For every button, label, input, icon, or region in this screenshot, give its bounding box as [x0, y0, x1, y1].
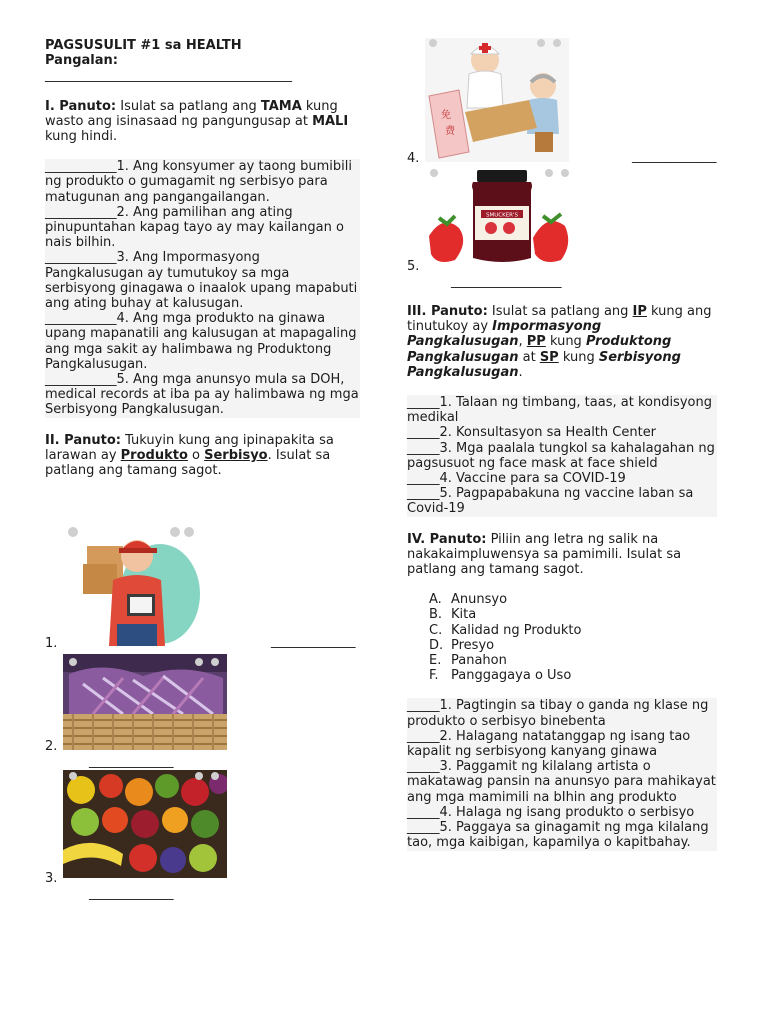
produkto-word: Produkto	[120, 447, 188, 463]
part1-item	[45, 250, 360, 311]
answer-blank[interactable]: ___________	[45, 372, 117, 388]
left-column	[45, 38, 360, 478]
answer-line[interactable]: _____________	[271, 634, 356, 649]
part2-instructions	[45, 433, 360, 479]
part1-item	[45, 372, 360, 418]
image-number: 3.	[45, 871, 58, 886]
period: .	[518, 364, 523, 380]
answer-blank[interactable]: _____	[407, 820, 440, 836]
part3-item	[407, 425, 717, 440]
kung-word: kung	[545, 334, 586, 350]
option-text: Panggagaya o Uso	[451, 668, 572, 684]
item-text: 2. Konsultasyon sa Health Center	[439, 425, 657, 441]
part3-items	[407, 395, 717, 517]
item-text: 2. Ang pamilihan ang ating pinupuntahan kapag tayo ay may kailangan o nais bilhin.	[45, 204, 344, 251]
answer-blank[interactable]: ___________	[45, 159, 117, 175]
answer-line[interactable]: _________________	[451, 274, 562, 289]
answer-blank[interactable]: ___________	[45, 204, 117, 220]
answer-blank[interactable]: _____	[407, 698, 440, 714]
answer-line[interactable]: _____________	[89, 886, 174, 901]
delivery-man-image	[65, 524, 201, 646]
part4-item	[407, 729, 717, 759]
part1-instr-b: kung wasto ang isinasaad ng pangungusap at	[45, 98, 338, 129]
fruits-vegetables-image	[63, 770, 227, 878]
option-text: Anunsyo	[451, 592, 508, 608]
part1-item	[45, 205, 360, 251]
item-text: 5. Ang mga anunsyo mula sa DOH, medical records at iba pa ay halimbawa ng mga Serbisyong Pangkalusugan.	[45, 372, 359, 418]
item-text: 5. Pagpapabakuna ng vaccine laban sa Covid-19	[407, 486, 694, 517]
part2-instr-a: Tukuyin kung ang ipinapakita sa larawan ay	[45, 432, 334, 463]
sp-full: Serbisyong Pangkalusugan	[407, 349, 681, 380]
part1-item	[45, 311, 360, 372]
answer-blank[interactable]: _____	[407, 728, 440, 744]
part1-instructions	[45, 99, 360, 145]
pp-code: PP	[526, 334, 546, 350]
strawberry-jam-image	[425, 166, 575, 270]
answer-blank[interactable]: _____	[407, 440, 440, 456]
tama-word: TAMA	[260, 98, 302, 114]
o-word: o	[187, 447, 205, 463]
item-text: 3. Paggamit ng kilalang artista o makatawag pansin na anunsyo para mahikayat ang mga mamimili na bIhin ang produkto	[407, 759, 716, 805]
jar-brand-label: SMUCKER'S	[485, 212, 519, 219]
part1-instr-c: kung hindi.	[45, 129, 118, 145]
part2-instr-b: . Isulat sa patlang ang tamang sagot.	[45, 447, 331, 479]
image-number: 2.	[45, 739, 58, 754]
option-letter: C.	[429, 622, 443, 638]
option-text: Kalidad ng Produkto	[451, 622, 582, 638]
part4-item	[407, 698, 717, 728]
option-text: Presyo	[451, 637, 495, 653]
ip-code: IP	[632, 304, 647, 319]
comma: ,	[518, 334, 527, 350]
option-letter: B.	[429, 607, 443, 623]
option-letter: D.	[429, 637, 444, 653]
quiz-title: PAGSUSULIT #1 sa HEALTH	[45, 38, 242, 53]
item-text: 3. Mga paalala tungkol sa kahalagahan ng pagsusuot ng face mask at face shield	[407, 440, 715, 471]
part1-label: I. Panuto:	[45, 98, 117, 114]
part4-instructions	[407, 532, 717, 578]
item-text: 1. Talaan ng timbang, taas, at kondisyong medikal	[407, 395, 712, 426]
svg-text:免: 免	[441, 110, 451, 121]
part1-item	[45, 159, 360, 205]
answer-blank[interactable]: _____	[407, 471, 440, 487]
answer-line[interactable]: _____________	[89, 754, 174, 769]
part4-options	[407, 592, 717, 683]
item-text: 4. Halaga ng isang produkto o serbisyo	[439, 804, 695, 820]
serbisyo-word: Serbisyo	[204, 447, 268, 463]
part4-item	[407, 759, 717, 805]
answer-blank[interactable]: _____	[407, 804, 440, 820]
option-item	[429, 668, 717, 683]
image-number: 1.	[45, 636, 58, 651]
answer-line[interactable]: _____________	[632, 149, 717, 164]
option-item	[429, 653, 717, 668]
ip-full: Impormasyong Pangkalusugan	[407, 319, 602, 350]
kung-word: kung	[558, 349, 599, 365]
svg-text:费: 费	[445, 126, 455, 137]
pp-full: Produktong Pangkalusugan	[407, 334, 672, 365]
option-letter: F.	[429, 668, 439, 684]
option-text: Kita	[451, 607, 477, 623]
option-letter: A.	[429, 592, 442, 608]
right-column	[407, 304, 717, 851]
part3-instr-b: kung ang tinutukoy ay	[407, 304, 712, 335]
part4-instr: Piliin ang letra ng salik na nakakaimpluwensya sa pamimili. Isulat sa patlang ang tamang sagot.	[407, 531, 682, 578]
name-label: Pangalan:	[45, 53, 118, 69]
at-word: at	[518, 349, 540, 365]
part1-items	[45, 159, 360, 417]
answer-blank[interactable]: ___________	[45, 311, 117, 327]
sp-code: SP	[539, 349, 559, 365]
image-number: 5.	[407, 259, 420, 274]
part3-label: III. Panuto:	[407, 304, 488, 319]
item-text: 3. Ang Impormasyong Pangkalusugan ay tumutukoy sa mga serbisyong ginagawa o inaalok upang mapabuti ang ating buhay at kalusugan.	[45, 250, 358, 312]
option-letter: E.	[429, 653, 442, 669]
part3-item	[407, 486, 717, 516]
option-item	[429, 607, 717, 622]
option-item	[429, 638, 717, 653]
part3-item	[407, 471, 717, 486]
part4-item	[407, 805, 717, 820]
part3-instr-a: Isulat sa patlang ang	[487, 304, 633, 319]
mali-word: MALI	[312, 113, 349, 129]
item-text: 4. Ang mga produkto na ginawa upang mapanatili ang kalusugan at mapagaling ang mga sakit ay halimbawa ng Produktong Pangkalusugan.	[45, 311, 357, 372]
part3-instructions	[407, 304, 717, 380]
part4-items	[407, 698, 717, 850]
item-text: 5. Paggaya sa ginagamit ng mga kilalang tao, mga kaibigan, kapamilya o kapitbahay.	[407, 820, 709, 851]
answer-blank[interactable]: _____	[407, 486, 440, 502]
part3-item	[407, 395, 717, 425]
item-text: 1. Pagtingin sa tibay o ganda ng klase ng produkto o serbisyo binebenta	[407, 698, 709, 729]
image-number: 4.	[407, 151, 420, 166]
doctor-consultation-image	[425, 38, 569, 162]
item-text: 4. Vaccine para sa COVID-19	[439, 471, 626, 487]
answer-blank[interactable]: _____	[407, 759, 440, 775]
option-text: Panahon	[451, 653, 507, 669]
option-item	[429, 592, 717, 607]
item-text: 2. Halagang natatanggap ng isang tao kapalit ng serbisyong kanyang ginawa	[407, 728, 691, 760]
part2-label: II. Panuto:	[45, 432, 121, 448]
part4-label: IV. Panuto:	[407, 531, 487, 547]
name-line[interactable]: ______________________________________	[45, 68, 292, 84]
part3-item	[407, 441, 717, 471]
part1-instr-a: Isulat sa patlang ang	[116, 98, 261, 114]
answer-blank[interactable]: _____	[407, 425, 440, 441]
part4-item	[407, 820, 717, 850]
item-text: 1. Ang konsyumer ay taong bumibili ng produkto o gumagamit ng serbisyo para matugunan ang pangangailangan.	[45, 159, 352, 205]
woven-baskets-image	[63, 654, 227, 750]
option-item	[429, 623, 717, 638]
answer-blank[interactable]: _____	[407, 395, 440, 411]
answer-blank[interactable]: ___________	[45, 250, 117, 266]
